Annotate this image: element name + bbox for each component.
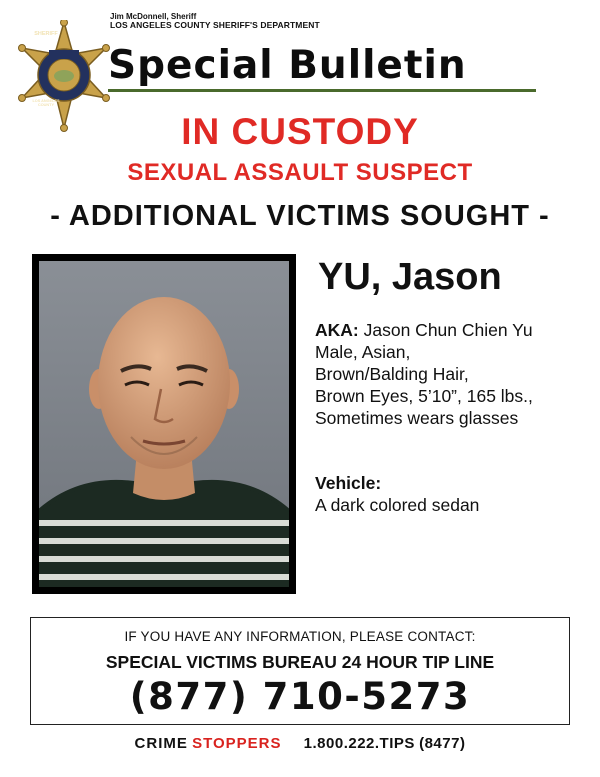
department-name: LOS ANGELES COUNTY SHERIFF'S DEPARTMENT bbox=[110, 20, 320, 30]
vehicle-label: Vehicle: bbox=[315, 473, 382, 493]
crime-stoppers-word2: STOPPERS bbox=[192, 735, 282, 752]
aka-label: AKA: bbox=[315, 320, 359, 340]
description-line: Brown Eyes, 5’10”, 165 lbs., bbox=[315, 386, 533, 406]
crime-stoppers-number[interactable]: 1.800.222.TIPS bbox=[303, 735, 415, 752]
tip-line-phone[interactable]: (877) 710-5273 bbox=[129, 675, 471, 718]
title-divider bbox=[108, 89, 536, 92]
bulletin-title: Special Bulletin bbox=[108, 43, 467, 88]
vehicle-value: A dark colored sedan bbox=[315, 495, 480, 515]
badge-ring-text: LOS ANGELES COUNTY bbox=[32, 99, 60, 107]
description-line: Brown/Balding Hair, bbox=[315, 364, 469, 384]
crime-stoppers-line bbox=[0, 734, 600, 754]
description-line: Male, Asian, bbox=[315, 342, 411, 362]
badge-top-text: SHERIFF bbox=[34, 31, 58, 37]
crime-stoppers-alt-number: (8477) bbox=[419, 735, 466, 752]
appeal-headline: - ADDITIONAL VICTIMS SOUGHT - bbox=[50, 200, 550, 232]
suspect-photo bbox=[32, 254, 296, 594]
crime-stoppers-word1: CRIME bbox=[134, 735, 188, 752]
sheriff-name: Jim McDonnell, Sheriff bbox=[110, 12, 197, 21]
contact-intro: IF YOU HAVE ANY INFORMATION, PLEASE CONTACT: bbox=[124, 629, 476, 644]
tip-line-name: SPECIAL VICTIMS BUREAU 24 HOUR TIP LINE bbox=[105, 652, 495, 672]
suspect-portrait-illustration bbox=[39, 261, 289, 587]
subject-description bbox=[315, 319, 590, 429]
description-line: Sometimes wears glasses bbox=[315, 408, 519, 428]
status-headline: IN CUSTODY bbox=[181, 111, 419, 152]
contact-box bbox=[30, 617, 570, 725]
aka-line bbox=[315, 319, 590, 341]
charge-headline: SEXUAL ASSAULT SUSPECT bbox=[127, 159, 473, 186]
aka-value: Jason Chun Chien Yu bbox=[363, 320, 533, 340]
subject-name: YU, Jason bbox=[318, 256, 502, 298]
